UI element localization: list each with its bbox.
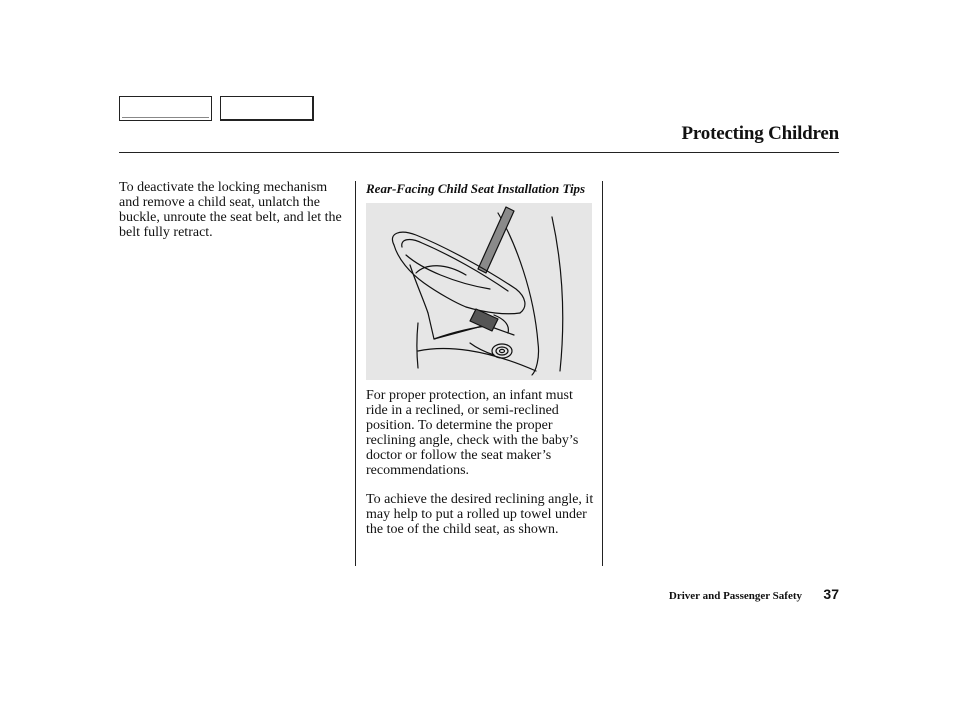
body-paragraph-2: To achieve the desired reclining angle, it may help to put a rolled up towel under the toe of the child seat, as shown. bbox=[366, 492, 594, 537]
page-number: 37 bbox=[823, 586, 839, 602]
title-divider bbox=[119, 152, 839, 153]
child-seat-drawing bbox=[366, 203, 592, 380]
middle-column bbox=[366, 181, 598, 537]
footer-section-name: Driver and Passenger Safety bbox=[668, 590, 802, 602]
column-divider-right bbox=[602, 181, 603, 566]
next-page-button[interactable] bbox=[220, 96, 314, 121]
left-column-text: To deactivate the locking mechanism and remove a child seat, unlatch the buckle, unroute the seat belt, and let the belt fully retract. bbox=[119, 180, 342, 240]
section-heading: Rear-Facing Child Seat Installation Tips bbox=[366, 181, 586, 196]
previous-page-button[interactable] bbox=[119, 96, 212, 121]
child-seat-illustration bbox=[366, 203, 592, 380]
page-title: Protecting Children bbox=[681, 123, 839, 144]
left-column bbox=[119, 180, 347, 240]
body-paragraph-1: For proper protection, an infant must ride in a reclined, or semi-reclined position. To determine the proper reclining angle, check with the baby’s doctor or follow the seat maker’s recommendations. bbox=[366, 388, 579, 478]
column-divider-left bbox=[355, 181, 356, 566]
